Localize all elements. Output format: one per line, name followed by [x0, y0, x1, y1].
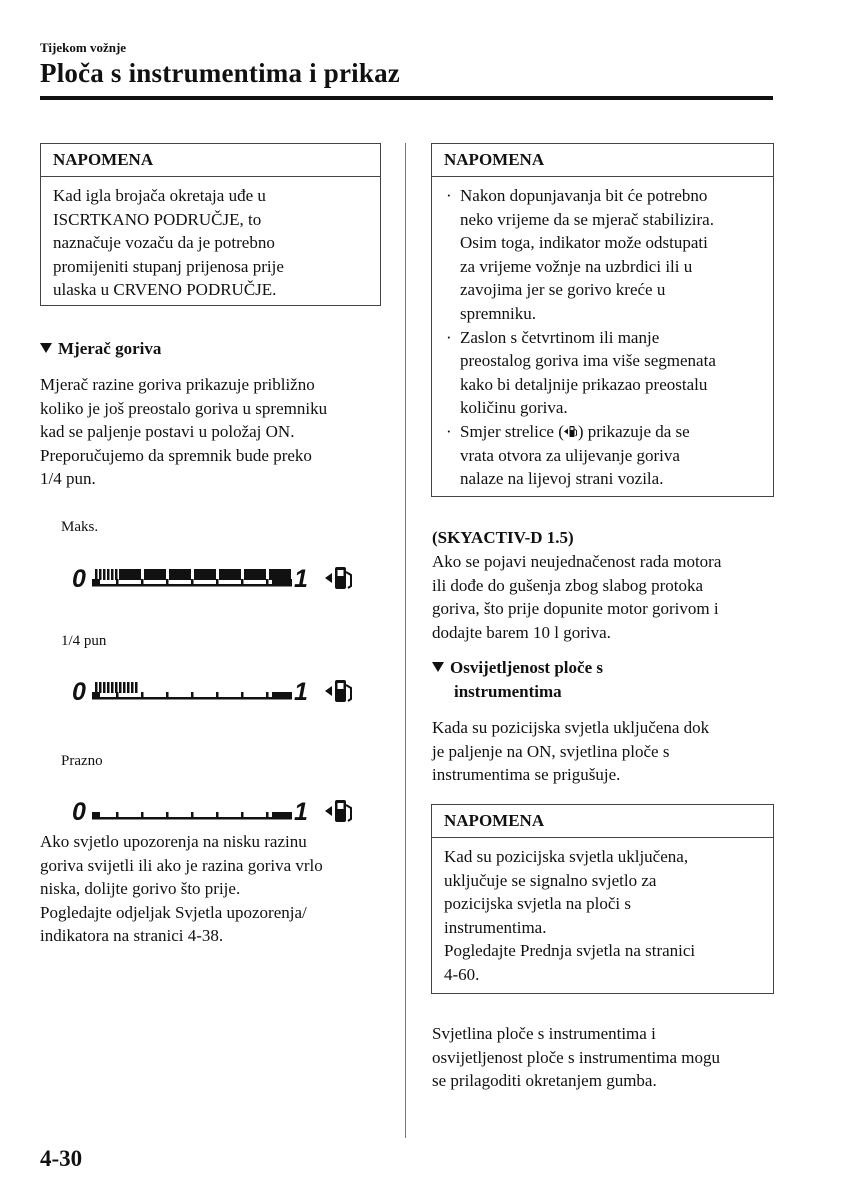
note-body: [432, 838, 773, 993]
section-label: Tijekom vožnje: [40, 40, 127, 55]
note-line: uključuje se signalno svjetlo za: [444, 870, 657, 890]
gauge-left-end: [92, 812, 100, 819]
para-line: je paljenje na ON, svjetlina ploče s: [432, 741, 670, 761]
fuel-gauge-max: [70, 563, 360, 593]
note-line: ulaska u CRVENO PODRUČJE.: [53, 280, 277, 300]
fuel-pump-hose: [346, 572, 351, 588]
fuel-gauge-graphic: [70, 796, 360, 826]
illumination-heading: [432, 656, 603, 703]
para-line: 1/4 pun.: [40, 469, 96, 489]
fuel-gauge-graphic: [70, 563, 360, 593]
bullet-line: preostalog goriva ima više segmenata: [460, 351, 716, 371]
gauge-tick: [141, 579, 144, 585]
gauge-full-label: 1: [294, 565, 308, 593]
gauge-tick: [141, 812, 144, 818]
gauge-tick: [166, 812, 169, 818]
fuel-pump-window: [338, 570, 344, 576]
fuel-pump-window: [338, 803, 344, 809]
gauge-fill-bar: [115, 682, 118, 693]
bullet-line: nalaze na lijevoj strani vozila.: [460, 469, 664, 489]
gauge-tick: [266, 579, 269, 585]
para-line: Kada su pozicijska svjetla uključena dok: [432, 718, 710, 737]
para-line: dodajte barem 10 l goriva.: [432, 622, 611, 642]
note-line: ISCRTKANO PODRUČJE, to: [53, 209, 262, 229]
para-line: niska, dolijte gorivo što prije.: [40, 879, 241, 899]
bullet-line: količinu goriva.: [460, 398, 568, 418]
note-line: Kad su pozicijska svjetla uključena,: [444, 847, 689, 866]
gauge-fill-bar: [111, 569, 114, 580]
para-line: goriva svijetli ili ako je razina goriva vrlo: [40, 855, 323, 875]
gauge-right-end: [272, 692, 292, 699]
gauge-fill-segment: [219, 569, 241, 580]
para-line: Ako se pojavi neujednačenost rada motora: [432, 552, 722, 571]
gauge-label-max: Maks.: [61, 519, 99, 535]
note-heading: NAPOMENA: [41, 144, 380, 177]
gauge-fill-segment: [244, 569, 266, 580]
heading-text: Osvijetljenost ploče s: [450, 658, 603, 677]
skyactiv-paragraph: [432, 550, 777, 644]
gauge-tick: [191, 692, 194, 698]
gauge-fill-bar: [99, 569, 102, 580]
gauge-fill-segment: [144, 569, 166, 580]
note-line: promijeniti stupanj prijenosa prije: [53, 256, 284, 276]
bullet-line: spremniku.: [460, 303, 537, 323]
note-heading: NAPOMENA: [432, 805, 773, 838]
gauge-tick: [191, 812, 194, 818]
fuel-heading-text: Mjerač goriva: [58, 339, 162, 358]
gauge-full-label: 1: [294, 678, 308, 706]
gauge-full-label: 1: [294, 798, 308, 826]
gauge-fill-bar: [131, 682, 134, 693]
note-line: pozicijska svjetla na ploči s: [444, 894, 631, 914]
note-line: 4-60.: [444, 964, 480, 984]
gauge-tick: [266, 812, 269, 818]
bullet-line: · Nakon dopunjavanja bit će potrebno: [460, 186, 708, 205]
gauge-fill-bar: [107, 682, 110, 693]
gauge-empty-label: 0: [72, 565, 86, 593]
gauge-fill-segment: [119, 569, 141, 580]
para-line: instrumentima se prigušuje.: [432, 765, 621, 785]
gauge-label-empty: Prazno: [61, 753, 103, 769]
column-divider: [405, 143, 406, 1138]
gauge-tick: [241, 692, 244, 698]
gauge-right-end: [272, 579, 292, 586]
gauge-tick: [266, 692, 269, 698]
bullet-text: ) prikazuje da se: [577, 421, 690, 441]
fuel-gauge-quarter: [70, 676, 360, 706]
note-heading: NAPOMENA: [432, 144, 773, 177]
illumination-paragraph: [432, 716, 777, 787]
bullet-line: vrata otvora za ulijevanje goriva: [460, 445, 680, 465]
note-line: instrumentima.: [444, 917, 547, 937]
gauge-fill-bar: [135, 682, 138, 693]
para-line: koliko je još preostalo goriva u spremniku: [40, 398, 328, 418]
gauge-fill-bar: [103, 682, 106, 693]
gauge-left-end: [92, 692, 100, 699]
gauge-fill-bar: [99, 682, 102, 693]
fuel-pump-hose: [346, 805, 351, 821]
fuel-gauge-empty: [70, 796, 360, 826]
gauge-empty-label: 0: [72, 678, 86, 706]
gauge-label-quarter: 1/4 pun: [61, 633, 107, 649]
gauge-tick: [166, 692, 169, 698]
para-line: Mjerač razine goriva prikazuje približno: [40, 375, 315, 394]
para-line: indikatora na stranici 4-38.: [40, 926, 224, 946]
gauge-tick: [141, 692, 144, 698]
fuel-pump-arrow-left-icon: [564, 425, 578, 438]
fuel-door-arrow-icon: [325, 806, 332, 816]
para-line: Svjetlina ploče s instrumentima i: [432, 1024, 656, 1043]
gauge-tick: [241, 812, 244, 818]
fuel-door-arrow-icon: [325, 573, 332, 583]
gauge-fill-bar: [111, 682, 114, 693]
gauge-tick: [216, 579, 219, 585]
page-number: 4-30: [40, 1146, 83, 1171]
title-rule: [40, 96, 773, 100]
gauge-tick: [191, 579, 194, 585]
gauge-fill-segment: [194, 569, 216, 580]
gauge-tick: [166, 579, 169, 585]
para-line: Pogledajte odjeljak Svjetla upozorenja/: [40, 902, 307, 922]
brightness-paragraph: [432, 1022, 777, 1093]
para-line: kad se paljenje postavi u položaj ON.: [40, 422, 295, 442]
triangle-bullet-icon: [432, 662, 444, 672]
bullet-line: neko vrijeme da se mjerač stabilizira.: [460, 209, 714, 229]
skyactiv-heading: (SKYACTIV-D 1.5): [432, 528, 574, 547]
para-line: goriva, što prije dopunite motor gorivom i: [432, 599, 719, 619]
gauge-fill-bar: [95, 569, 98, 580]
note-box-position-lights: [431, 804, 774, 994]
fuel-pump-hose: [346, 685, 351, 701]
gauge-tick: [116, 812, 119, 818]
gauge-fill-bar: [103, 569, 106, 580]
gauge-fill-segment: [169, 569, 191, 580]
bullet-line: [460, 420, 761, 444]
bullet-line: · Zaslon s četvrtinom ili manje: [460, 327, 660, 347]
gauge-fill-bar: [127, 682, 130, 693]
gauge-empty-label: 0: [72, 798, 86, 826]
triangle-bullet-icon: [40, 343, 52, 353]
bullet-line: kako bi detaljnije prikazao preostalu: [460, 374, 708, 394]
page-title: Ploča s instrumentima i prikaz: [40, 58, 400, 88]
para-line: osvijetljenost ploče s instrumentima mogu: [432, 1047, 721, 1067]
fuel-pump-window: [338, 683, 344, 689]
note-box-fuel: [431, 143, 774, 497]
note-bullet: [442, 184, 761, 326]
heading-line: [432, 656, 603, 680]
note-line: Pogledajte Prednja svjetla na stranici: [444, 941, 696, 961]
heading-text: instrumentima: [454, 681, 562, 701]
gauge-tick: [216, 812, 219, 818]
para-line: Preporučujemo da spremnik bude preko: [40, 445, 312, 465]
bullet-line: za vrijeme vožnje na uzbrdici ili u: [460, 256, 693, 276]
note-bullet: [442, 420, 761, 491]
fuel-gauge-heading: [40, 337, 161, 361]
bullet-line: zavojima jer se gorivo kreće u: [460, 280, 666, 300]
para-line: ili dođe do gušenja zbog slabog protoka: [432, 575, 704, 595]
gauge-fill-bar: [115, 569, 118, 580]
gauge-left-end: [92, 579, 100, 586]
note-line: naznačuje vozaču da je potrebno: [53, 233, 275, 253]
gauge-fill-bar: [107, 569, 110, 580]
low-fuel-paragraph: [40, 830, 400, 948]
note-bullet: [442, 326, 761, 420]
bullet-line: Osim toga, indikator može odstupati: [460, 233, 708, 253]
gauge-tick: [216, 692, 219, 698]
para-line: Ako svjetlo upozorenja na nisku razinu: [40, 832, 307, 851]
gauge-fill-segment: [269, 569, 291, 580]
gauge-tick: [241, 579, 244, 585]
gauge-fill-bar: [95, 682, 98, 693]
para-line: se prilagoditi okretanjem gumba.: [432, 1071, 657, 1091]
gauge-right-end: [272, 812, 292, 819]
gauge-fill-bar: [119, 682, 122, 693]
fuel-gauge-graphic: [70, 676, 360, 706]
gauge-fill-bar: [123, 682, 126, 693]
note-body: [432, 177, 773, 497]
note-body: [41, 177, 380, 308]
note-line: Kad igla brojača okretaja uđe u: [53, 186, 266, 205]
fuel-paragraph: [40, 373, 390, 491]
bullet-text: Smjer strelice (: [460, 421, 564, 441]
fuel-door-arrow-icon: [325, 686, 332, 696]
note-box-rev: [40, 143, 381, 306]
